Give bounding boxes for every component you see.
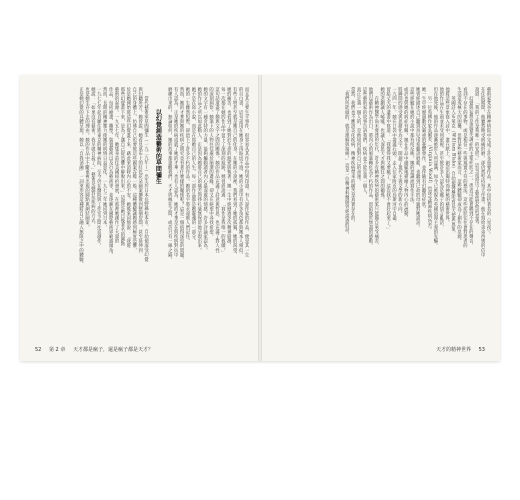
page-number-left: 52 [35, 347, 42, 353]
text-column: 生活造成極大的困擾，但對某些藝術家而言，這些體驗卻成為了創作的泉源。 [456, 87, 462, 244]
left-page [20, 75, 258, 361]
running-title: 天才的精神世界 [436, 347, 472, 353]
text-column: 然而，她的才華與她的疾病之間究竟有著什麼樣的關係呢？這是一個值得深思的問題。 [179, 87, 185, 262]
text-column: 英國詩人布萊克（William Blake）自幼便聲稱能看見天使與異象， [450, 96, 456, 236]
text-column: 她的文字有一種奇特的力量，能夠觸動讀者內心最深處的情感。許多評論家認為， [202, 87, 208, 253]
text-column: 作品，包括繪畫、雕塑、裝置藝術以及行為藝術等，並逐漸在國際藝術界嶄露頭角。 [108, 87, 114, 258]
text-column: 另一位英國作家吳爾芙（Virginia Woolf）也深受精神疾病所苦。 [426, 96, 432, 233]
text-column: 藝術的起源。一九五七年，她隻身前往美國紐約發展，在那裡她創作了大量的 [114, 87, 119, 244]
text-column: 她的痛苦，也看到了她對於生命的熱愛與執著。她一生中經歷過多次精神崩潰， [226, 87, 232, 248]
page-number-right: 53 [478, 347, 485, 353]
text-column: 而且其主要生平事件，很容易从其作品中得到印證。有人說作家的作品，便是其一生 [244, 87, 249, 258]
text-column: 他的作品在生前並未受到重視，甚至被許多人認為是瘋子的胡言亂語， [438, 87, 444, 230]
text-column: 或許也與她的病症有關。她在作品中細膩地描繪人物內心的流動， [403, 87, 409, 221]
text-column: 也是她生存下去的理由。她的作品中不斷重複出現的圓點與網狀圖案， [84, 87, 90, 230]
text-column: 說道：「我的工作是我唯一的安慰。」這句話道出了藝術對他的意義。 [474, 87, 480, 228]
text-column: 她曾經描述自己聽到鳥兒用希臘語唱歌，也聽到已故的母親對她說話。 [415, 87, 421, 230]
text-column: 幻覺與妄想是思覺失調症的主要症狀之一。患者可能會聽到不存在的聲音， [468, 96, 474, 248]
text-column: 這些經驗在她的小說中都有所反映。她的意識流寫作手法， [409, 87, 415, 207]
text-column: 看到不存在的事物，或是相信一些與現實不符的想法。這些症狀往往會對患者的 [462, 87, 468, 248]
text-column: 她不是在寫小說，而是在寫她自己的人生。每一部作品都是她靈魂的一部分。 [190, 87, 196, 244]
text-column: 磨練出來的。無論如何，她的故事都提醒我們，天才與瘋狂之間，或許只有一線之隔。 [167, 87, 173, 262]
text-column: 正是她幻覺的具體呈現。她以「自我消融」一詞來形容這種將自己融入無限之中的體驗。 [78, 87, 84, 267]
text-column: 於是她開始將這些幻覺畫下來，藉此來消除內心的不安。她後來回憶說：「我將 [125, 87, 131, 248]
text-column: 她的作品之所以如此動人，正是因為她將自己的痛苦與掙扎毫無保留地呈現出來。 [196, 87, 202, 253]
text-column: 留給丈夫的遺書中寫道：「我覺得我又要瘋了，這次我不會好起來了。」 [385, 87, 391, 233]
text-column: 的自白書，這句話用在她身上再貼切不過。她的小說中有許多角色都與她本人相似， [238, 87, 244, 258]
text-column: 在精神醫學尚未發達的年代，許多有精神疾病的藝術家只能獨自承受痛苦， [373, 96, 379, 248]
text-column: 他們以藝術作為出口，將內心的風暴轉化為不朽的作品，留給後世無盡的感動。 [367, 87, 373, 248]
right-page-footer [433, 346, 488, 353]
text-column: 當然，我們也不應該美化疾病，精神疾病帶來的痛苦是真實存在的。 [350, 87, 356, 225]
text-column: 一九七七年起自願住進東京的精神病院，至今仍在醫院與工作室之間往返創作。 [96, 87, 102, 248]
section-heading: 以幻覺創造藝術的草間彌生 [154, 109, 162, 185]
text-column: 在住院期間，他雖然飽受病痛折磨，卻仍然堅持每天作畫。他在寫給弟弟西奧的信中 [480, 87, 486, 258]
text-column: 她的悲劇讓人唏噓，也讓人深思天才與瘋狂之間的關係。 [379, 87, 385, 202]
text-column: 每一次都在她的作品中留下了深刻的痕跡。她曾經說過：「寫作是我唯一的救贖。」 [220, 87, 226, 256]
text-column: 的深刻洞察。她筆下的人物往往處於崩潰的邊緣，卻又在絕望中尋找希望。 [208, 87, 214, 239]
text-column: 藝術家梵谷在精神病院中完成了許多重要作品，其中包括著名的〈星夜〉。 [486, 87, 491, 237]
text-column: 當代藝術家草間彌生（一九二九年—）出生於日本長野縣松本市，自幼便深受幻覺 [143, 96, 149, 262]
chapter-title: 天才都是瘋子，還是瘋子都是天才？ [72, 347, 153, 353]
text-column: 那些幻覺畫下來，是為了讓自己從恐懼中解脫出來。」這便是她日後著名的圓點 [119, 87, 125, 246]
text-column: 一九四一年，她在口袋中裝滿石頭，走入住家附近的烏斯河中自盡， [391, 87, 397, 225]
text-column: 有人認為，正是她的疾病成就了她的才華；也有人認為，她的才華是在與疾病對抗中 [173, 87, 179, 258]
text-column: 與幻聽所苦。她曾說，她看見桌布上的紅色花朵圖案擴散到整個房間，甚至延伸到 [137, 87, 143, 253]
text-column: 將瞬間的感受與思緒化為文字，開創了現代主義文學的新方向。 [397, 87, 403, 216]
text-column: 有些人物甚至就是她自己的化身。在她的小說裡，我們看到了她的孤獨、她的渴望、 [232, 87, 238, 258]
text-column: 真正定義一個人的，是他如何面對自己的命運。 [356, 87, 362, 184]
text-column: 她的一生雖然短暫，卻留下了許多不朽的作品。她的名字將永遠被人們記住。 [184, 87, 190, 244]
text-column: 自己的身體上，彷彿自己也要被這些圖案吞噬一般。這種體驗讓她感到極度恐懼， [131, 87, 137, 253]
left-page-text [30, 87, 248, 339]
text-column: 她一生中經歷過數次嚴重的憂鬱發作，並伴隨有幻聽的症狀。 [421, 87, 427, 212]
right-page [262, 75, 500, 361]
text-column: 她說：「如果沒有藝術，我早就自殺了。」藝術是她對抗疾病的方式， [90, 87, 96, 228]
text-column: 「我們所能做的，就是理解與接納。」這是一位精神科醫師曾經說過的話。 [344, 87, 350, 237]
text-column: 這些藝術家的故事告訴我們，疾病並不能定義一個人， [361, 87, 367, 198]
text-column: 但在他死後，他的作品逐漸被世人所認識，如今已被視為英國浪漫主義的先驅。 [432, 87, 438, 248]
chapter-label: 第 2 章 [48, 347, 66, 353]
right-page-text [272, 87, 490, 339]
text-column: 這句話道盡了她與文字之間的關係。她的作品充滿了詩意與哲思，也充滿了對人性 [214, 87, 220, 253]
text-column: 然而，長期的精神壓力使她的病情日益惡化，一九七三年她回到日本， [102, 87, 108, 230]
text-column: 他將這些景象寫入詩中、畫在紙上，創造出獨特而神秘的藝術世界。 [444, 87, 450, 225]
left-page-footer [32, 346, 156, 353]
